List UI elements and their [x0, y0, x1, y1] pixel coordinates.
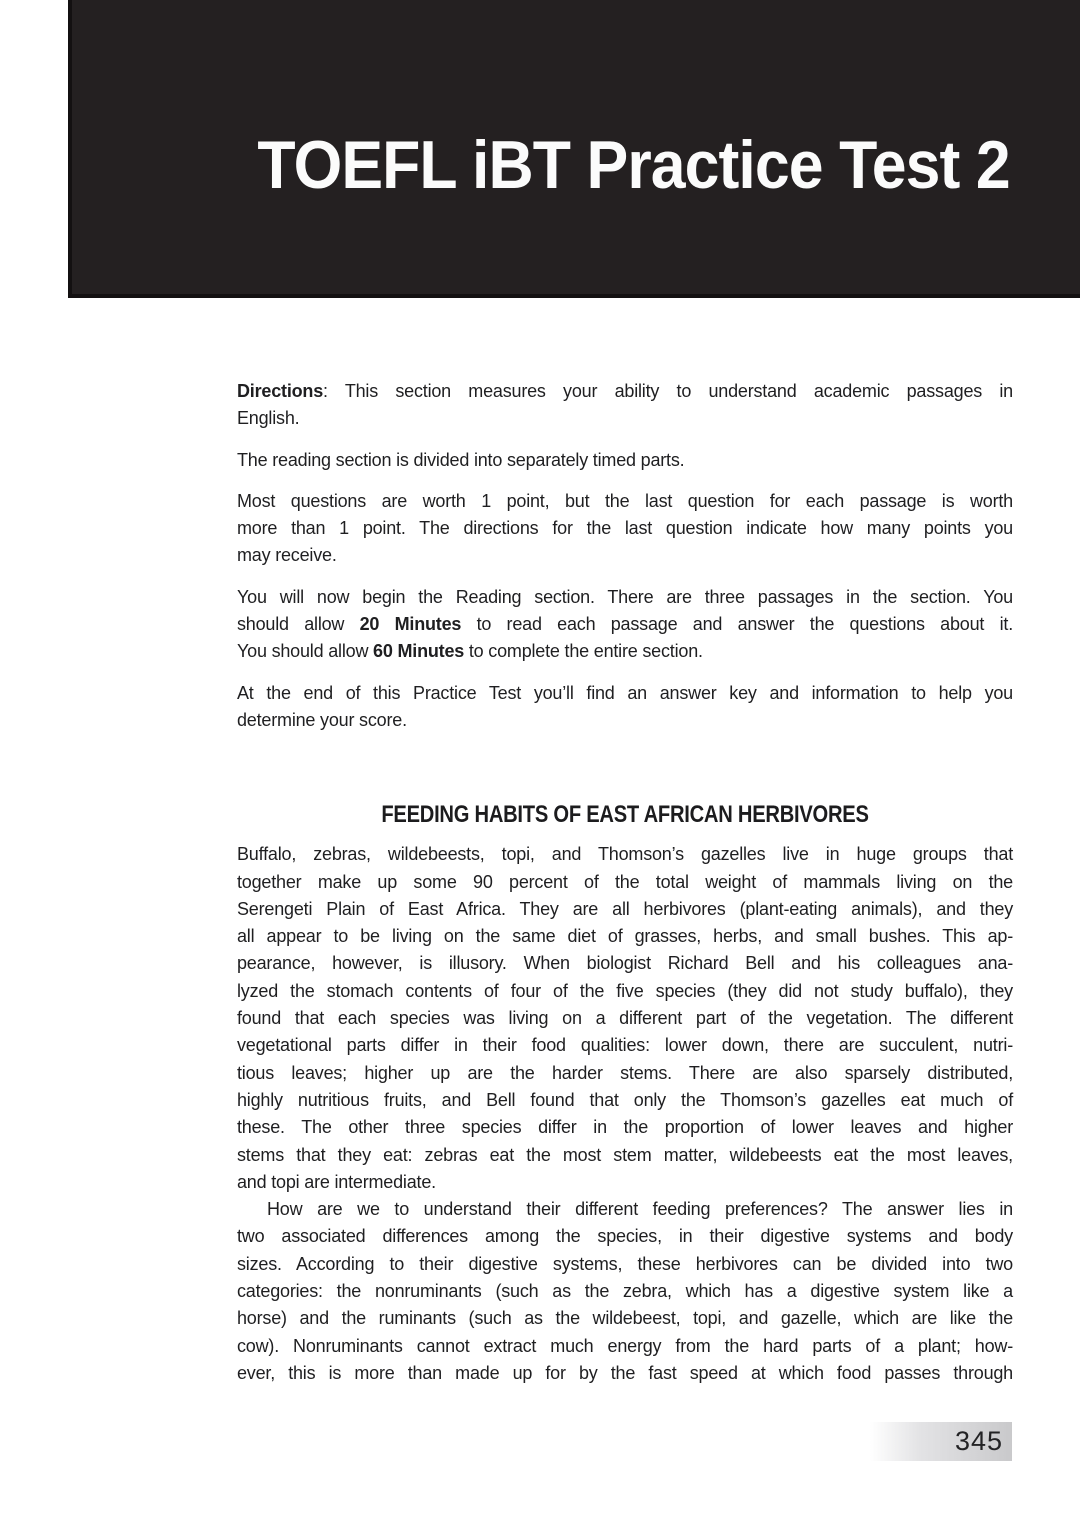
paragraph — [237, 488, 1013, 570]
text-line: You should allow 60 Minutes to complete the entire section. — [237, 641, 703, 662]
text-line: At the end of this Practice Test you’ll find an answer key and information to help you — [237, 682, 1013, 703]
text-line: ever, this is more than made up for by the fast speed at which food passes through — [237, 1362, 1013, 1383]
directions-section — [237, 378, 1013, 734]
text-line: all appear to be living on the same diet of grasses, herbs, and small bushes. This ap- — [237, 926, 1013, 947]
passage-heading: FEEDING HABITS OF EAST AFRICAN HERBIVORES — [381, 801, 869, 829]
paragraph — [237, 584, 1013, 666]
text-line: categories: the nonruminants (such as the zebra, which has a digestive system like a — [237, 1281, 1013, 1302]
text-line: Buffalo, zebras, wildebeests, topi, and Thomson’s gazelles live in huge groups that — [237, 844, 1013, 865]
page-number-bar — [870, 1422, 1012, 1461]
paragraph — [237, 378, 1013, 433]
chapter-title: TOEFL iBT Practice Test 2 — [257, 127, 1010, 203]
text-line: Directions: This section measures your ability to understand academic passages in — [237, 381, 1013, 401]
text-line: found that each species was living on a different part of the vegetation. The different — [237, 1008, 1013, 1029]
text-line: stems that they eat: zebras eat the most stem matter, wildebeests eat the most leaves, — [237, 1144, 1013, 1165]
text-line: more than 1 point. The directions for the last question indicate how many points you — [237, 518, 1013, 539]
text-line: vegetational parts differ in their food qualities: lower down, there are succulent, nutri- — [237, 1035, 1013, 1056]
text-line: Most questions are worth 1 point, but the last question for each passage is worth — [237, 490, 1013, 511]
reading-passage — [237, 841, 1013, 1387]
text-line: two associated differences among the species, in their digestive systems and body — [237, 1226, 1013, 1247]
text-line: determine your score. — [237, 709, 407, 730]
text-line: English. — [237, 408, 300, 429]
text-line: pearance, however, is illusory. When biologist Richard Bell and his colleagues ana- — [237, 953, 1013, 974]
text-line: horse) and the ruminants (such as the wildebeest, topi, and gazelle, which are like the — [237, 1308, 1013, 1329]
text-line: may receive. — [237, 545, 337, 566]
text-line: You will now begin the Reading section. There are three passages in the section. You — [237, 586, 1013, 607]
text-line: and topi are intermediate. — [237, 1171, 436, 1192]
text-line: The reading section is divided into separately timed parts. — [237, 449, 685, 470]
text-line: highly nutritious fruits, and Bell found that only the Thomson’s gazelles eat much of — [237, 1089, 1013, 1110]
text-line: How are we to understand their different feeding preferences? The answer lies in — [267, 1199, 1013, 1220]
paragraph — [237, 447, 1013, 474]
text-column — [237, 298, 1013, 1387]
paragraph — [237, 1196, 1013, 1387]
text-line: cow). Nonruminants cannot extract much energy from the hard parts of a plant; how- — [237, 1335, 1013, 1356]
text-line: these. The other three species differ in the proportion of lower leaves and higher — [237, 1117, 1013, 1138]
text-line: lyzed the stomach contents of four of the five species (they did not study buffalo), they — [237, 980, 1013, 1001]
paragraph — [237, 680, 1013, 735]
paragraph — [237, 841, 1013, 1196]
text-line: sizes. According to their digestive systems, these herbivores can be divided into two — [237, 1253, 1013, 1274]
text-line: should allow 20 Minutes to read each passage and answer the questions about it. — [237, 614, 1013, 635]
page-number: 345 — [954, 1426, 1003, 1456]
text-line: together make up some 90 percent of the total weight of mammals living on the — [237, 871, 1013, 892]
text-line: Serengeti Plain of East Africa. They are all herbivores (plant-eating animals), and they — [237, 898, 1013, 919]
text-line: tious leaves; higher up are the harder stems. There are also sparsely distributed, — [237, 1062, 1013, 1083]
chapter-header — [68, 0, 1080, 298]
